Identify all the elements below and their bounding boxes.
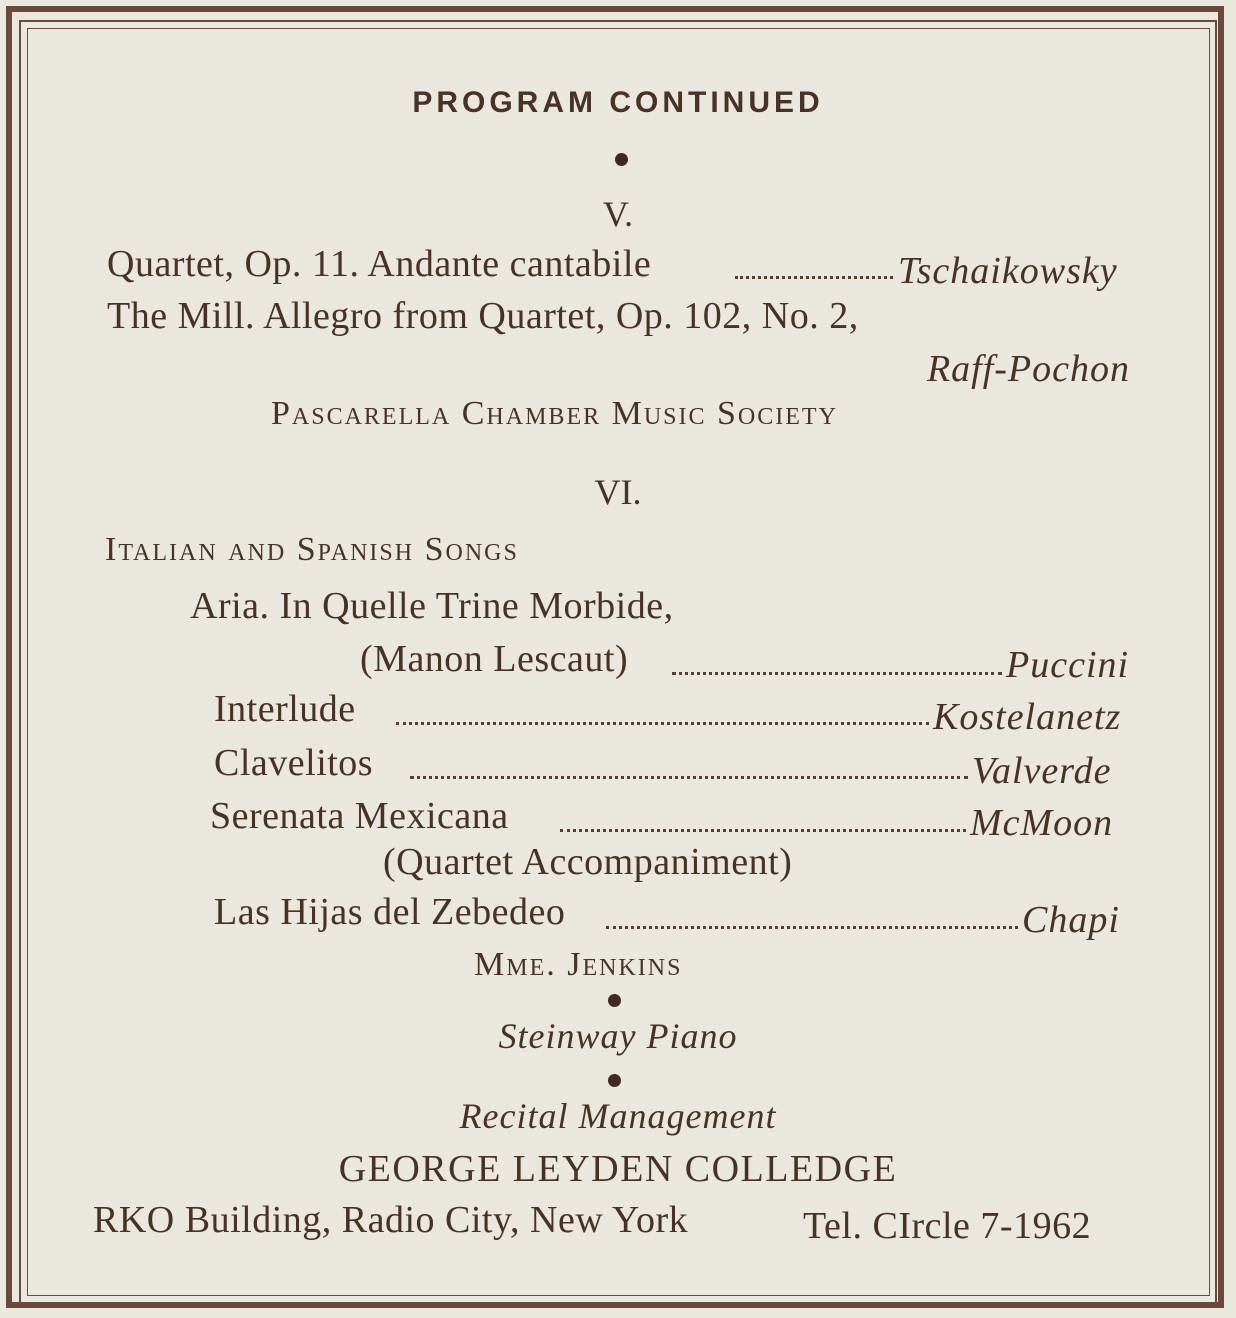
section-vi-numeral: VI. [594, 472, 642, 512]
page-heading: PROGRAM CONTINUED [412, 86, 824, 119]
section-v-line1-composer: Tschaikowsky [898, 250, 1118, 292]
song-title: Aria. In Quelle Trine Morbide, [190, 585, 674, 627]
bullet-dot-icon [608, 1074, 621, 1087]
dot-leader [396, 722, 929, 725]
management-label: Recital Management [459, 1096, 777, 1136]
song-title: Las Hijas del Zebedeo [214, 891, 566, 933]
dot-leader [560, 829, 966, 832]
bullet-dot-icon [615, 153, 628, 166]
section-vi-group-title: Italian and Spanish Songs [105, 531, 519, 568]
section-v-performer: Pascarella Chamber Music Society [271, 395, 838, 432]
dot-leader [672, 672, 1002, 675]
song-title: Interlude [214, 688, 356, 730]
song-title: Clavelitos [214, 742, 374, 784]
dot-leader [410, 776, 968, 779]
song-composer: Puccini [1006, 644, 1130, 686]
song-composer: Chapi [1022, 899, 1120, 941]
song-title: Serenata Mexicana [210, 795, 509, 837]
bullet-dot-icon [608, 994, 621, 1007]
section-v-numeral: V. [602, 194, 634, 234]
song-composer: Valverde [972, 750, 1112, 792]
dot-leader [735, 276, 893, 279]
song-composer: McMoon [970, 802, 1114, 844]
dot-leader [606, 926, 1018, 929]
management-phone: Tel. CIrcle 7-1962 [803, 1205, 1092, 1247]
section-vi-performer: Mme. Jenkins [474, 946, 683, 983]
piano-credit: Steinway Piano [498, 1016, 738, 1056]
section-v-line2-title: The Mill. Allegro from Quartet, Op. 102, No. 2, [107, 295, 859, 337]
song-title: (Manon Lescaut) [360, 638, 629, 680]
section-v-line1-title: Quartet, Op. 11. Andante cantabile [107, 243, 652, 285]
song-note: (Quartet Accompaniment) [383, 841, 793, 883]
management-address: RKO Building, Radio City, New York [93, 1199, 689, 1241]
section-v-line2-composer: Raff-Pochon [926, 348, 1130, 390]
management-name: GEORGE LEYDEN COLLEDGE [338, 1148, 898, 1190]
song-composer: Kostelanetz [933, 696, 1122, 738]
